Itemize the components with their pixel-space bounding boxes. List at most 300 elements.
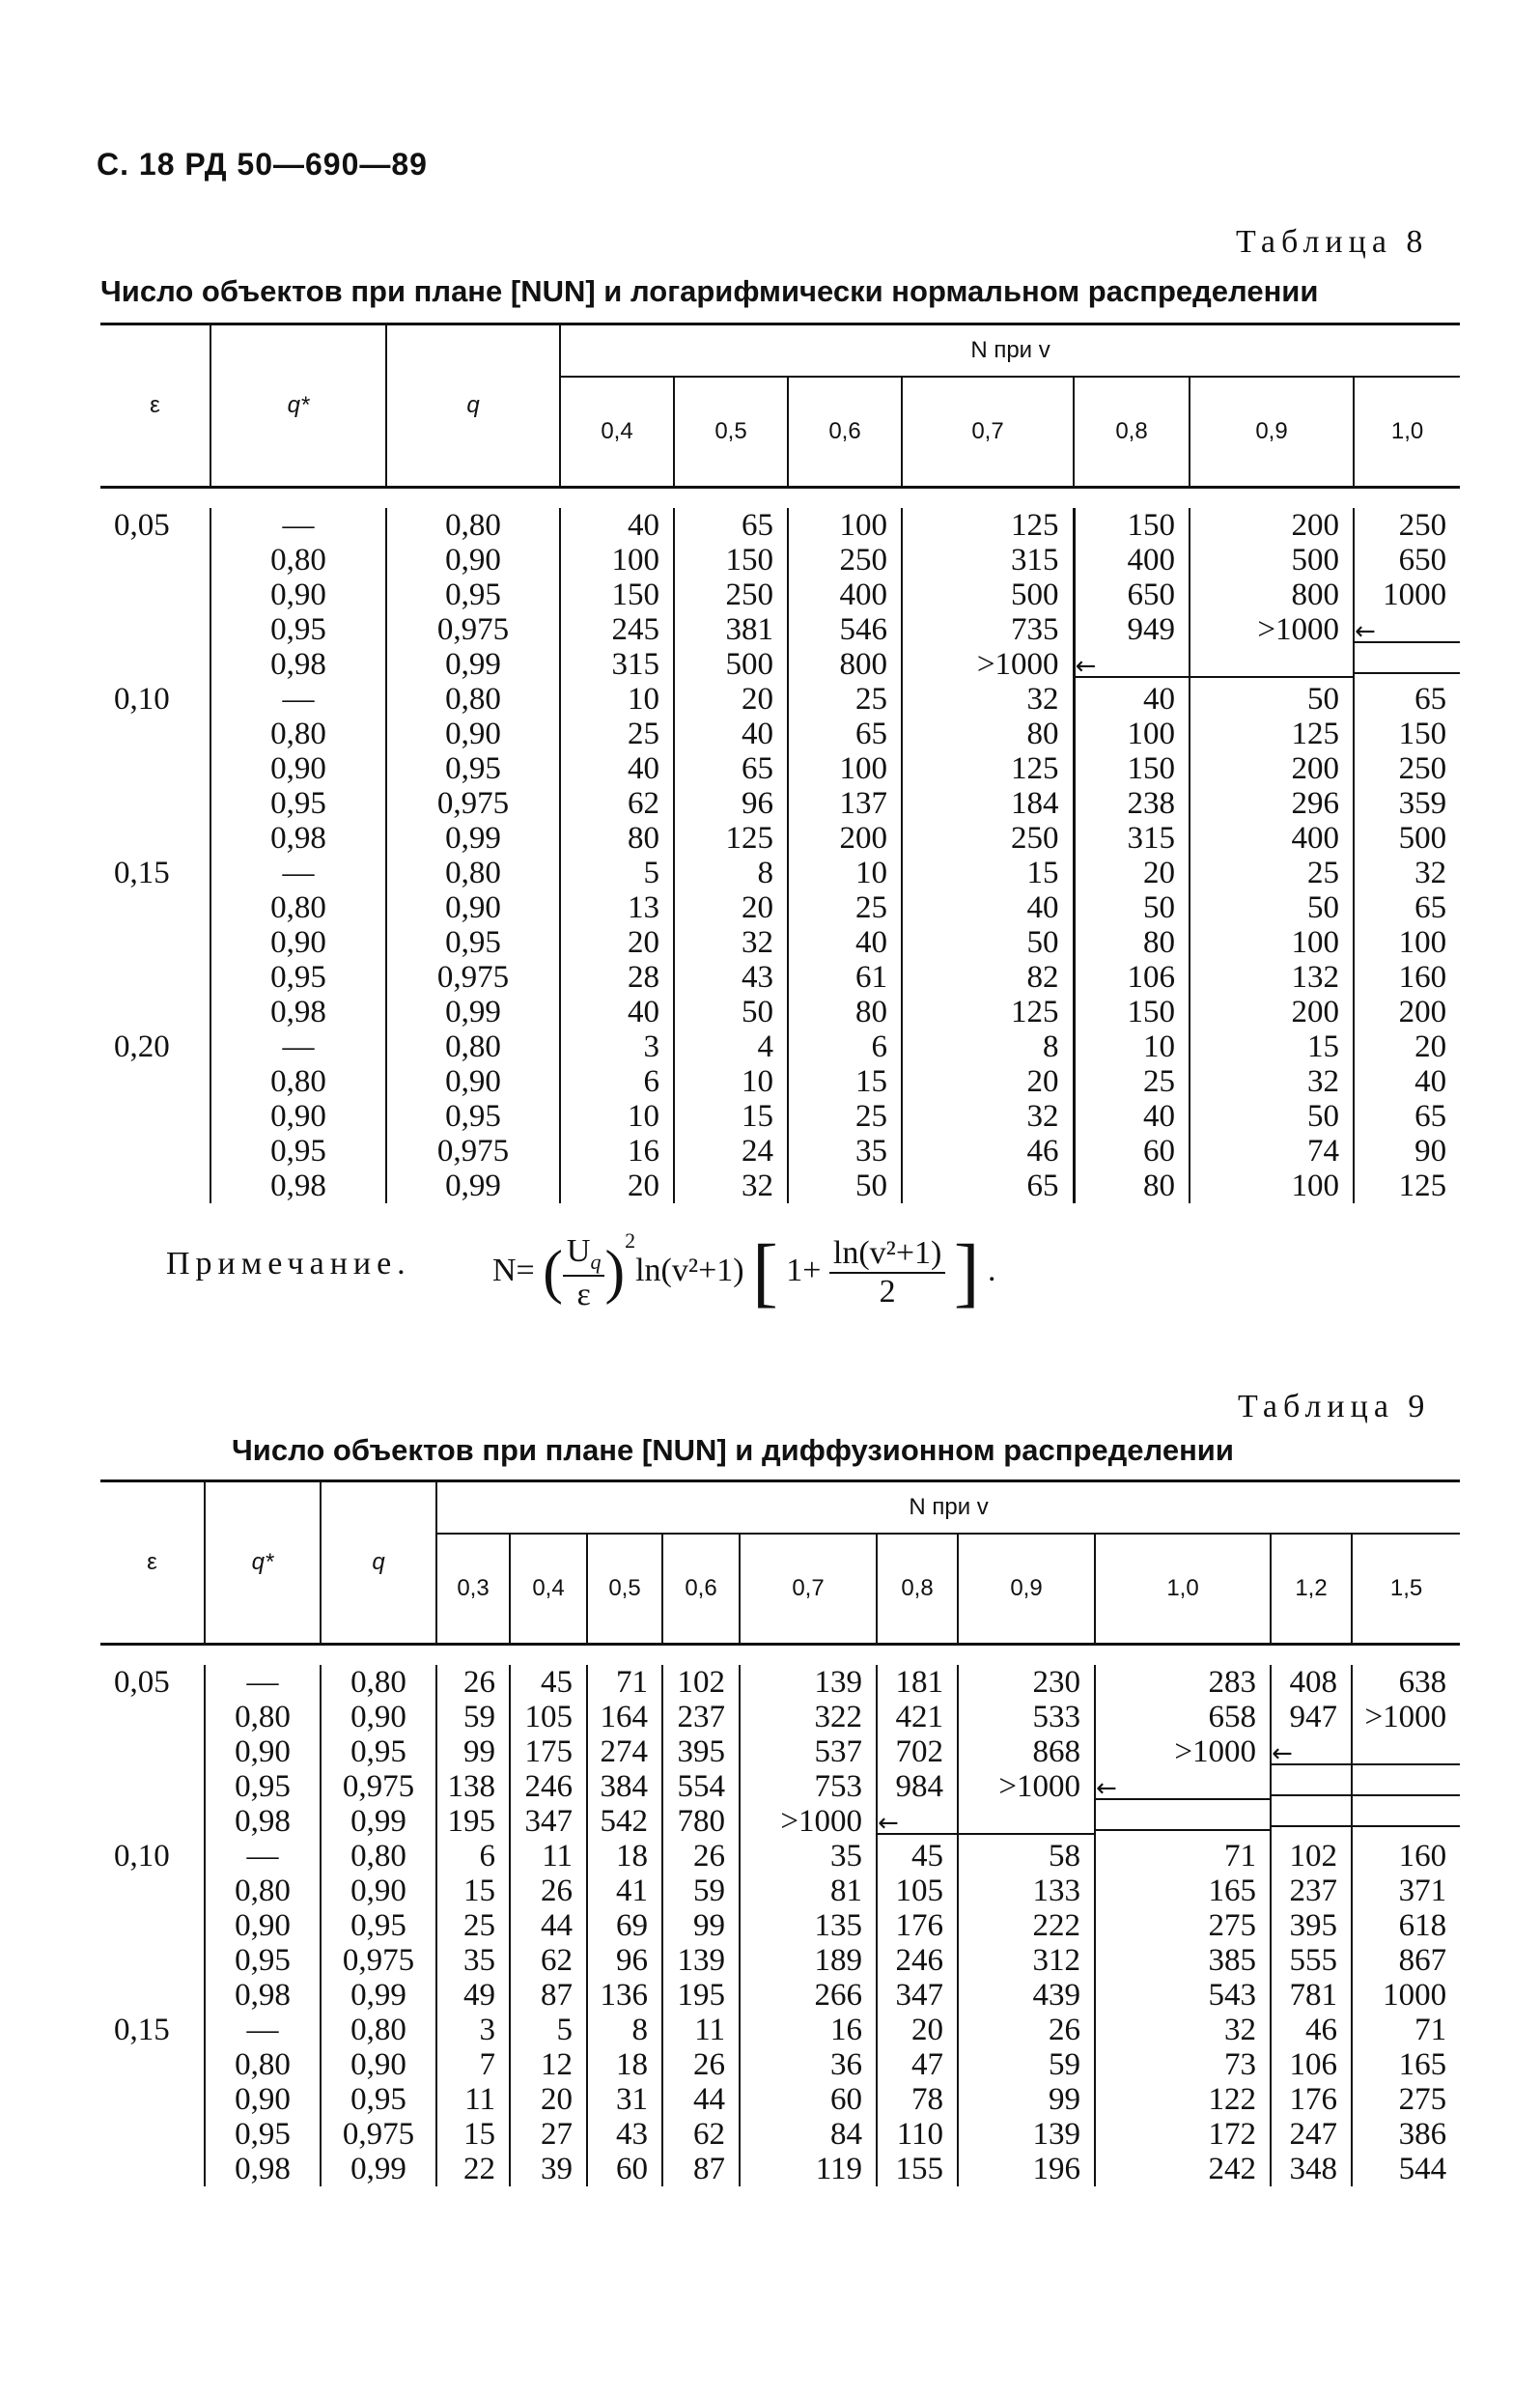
t8-eps-cell (100, 856, 210, 1029)
t8-value-cell (788, 682, 902, 856)
t9-value-cell (740, 2013, 877, 2186)
t9-value: 195 (677, 1978, 725, 2013)
t9-qstar-value: 0,90 (235, 2082, 291, 2117)
t9-value-cell (662, 1665, 740, 1839)
formula-end: . (988, 1253, 996, 1288)
t9-header-rule (100, 1645, 1460, 1666)
t9-value: >1000 (1364, 1700, 1447, 1734)
t9-value: 155 (895, 2152, 943, 2186)
t8-qstar-value: 0,80 (270, 1064, 326, 1099)
t9-value: 554 (677, 1769, 725, 1804)
t8-value: 90 (1414, 1134, 1447, 1169)
t9-qstar-value: — (246, 1665, 279, 1700)
t8-q-value: 0,90 (445, 1064, 501, 1099)
t9-value: 868 (1032, 1734, 1080, 1769)
t8-value: 50 (1307, 682, 1339, 717)
t9-value: 45 (911, 1839, 943, 1874)
table8-header-q: q (386, 325, 560, 488)
t8-value: 20 (742, 890, 773, 925)
t8-qstar-value: 0,95 (270, 960, 326, 995)
t9-value: 26 (693, 2047, 725, 2082)
t9-value: 60 (830, 2082, 862, 2117)
t8-value: 80 (628, 821, 659, 856)
t8-q-cell (386, 856, 560, 1029)
t9-value: 385 (1208, 1943, 1256, 1978)
t9-value (1272, 1734, 1351, 1768)
t8-value: 50 (855, 1169, 887, 1203)
t9-value: 87 (693, 2152, 725, 2186)
t9-value: 781 (1289, 1978, 1337, 2013)
t8-header-v: 0,5 (674, 377, 788, 488)
t8-value: 500 (1291, 543, 1339, 578)
t8-value: 65 (742, 508, 773, 543)
t9-header-v: 0,4 (510, 1534, 587, 1645)
t9-value: 537 (814, 1734, 862, 1769)
t8-value: 250 (1398, 751, 1447, 786)
t9-value: 237 (677, 1700, 725, 1734)
t9-value-cell (436, 2013, 510, 2186)
t9-value: 11 (694, 2013, 725, 2047)
t8-value: 200 (1398, 995, 1447, 1029)
t8-value: 40 (1026, 890, 1059, 925)
t8-value: 80 (1026, 717, 1059, 751)
t8-value: 800 (1291, 578, 1339, 612)
t8-value: 20 (1143, 856, 1175, 890)
t8-value-cell (560, 682, 674, 856)
t8-dash-rule (1355, 643, 1460, 674)
t8-value-cell (788, 508, 902, 682)
t8-block-row (100, 508, 1460, 682)
formula-frac1-num-sub: q (590, 1249, 602, 1274)
t8-qstar-value: 0,90 (270, 578, 326, 612)
t9-q-value: 0,80 (350, 1665, 406, 1700)
t8-eps-cell (100, 1029, 210, 1203)
t9-value: 133 (1032, 1874, 1080, 1908)
t9-value: 105 (895, 1874, 943, 1908)
t9-value: 384 (600, 1769, 648, 1804)
t9-value-cell (1271, 1839, 1352, 2013)
t8-value: 125 (1011, 751, 1059, 786)
t8-header-v: 0,9 (1190, 377, 1354, 488)
t9-value: 73 (1224, 2047, 1256, 2082)
t8-value: 74 (1307, 1134, 1339, 1169)
t8-q-cell (386, 508, 560, 682)
formula-frac2-den: 2 (879, 1274, 896, 1310)
t8-value: 16 (628, 1134, 659, 1169)
t8-value: 25 (855, 1099, 887, 1134)
t9-header-v: 0,9 (958, 1534, 1095, 1645)
t8-value: 80 (855, 995, 887, 1029)
t9-value: 780 (677, 1804, 725, 1839)
formula-frac1-num: U (566, 1232, 591, 1269)
t8-value: 200 (1291, 508, 1339, 543)
t8-value: 100 (839, 508, 887, 543)
t9-value: 544 (1398, 2152, 1447, 2186)
table9 (100, 1482, 1460, 2186)
t8-value: 40 (628, 995, 659, 1029)
t9-value-cell (587, 1839, 662, 2013)
t8-value-cell (1190, 856, 1354, 1029)
t9-header-v: 0,8 (877, 1534, 958, 1645)
t9-q-value: 0,975 (342, 2117, 415, 2152)
t8-value-cell (902, 682, 1074, 856)
t8-header-v: 0,8 (1074, 377, 1190, 488)
t8-qstar-value: 0,90 (270, 751, 326, 786)
t9-qstar-value: 0,98 (235, 2152, 291, 2186)
t8-qstar-value: 0,95 (270, 1134, 326, 1169)
t9-value: 247 (1289, 2117, 1337, 2152)
t9-qstar-value: 0,98 (235, 1804, 291, 1839)
t8-value: 40 (1143, 682, 1175, 717)
t8-value: 100 (611, 543, 659, 578)
t8-value: 65 (1414, 1099, 1447, 1134)
t8-value: 20 (628, 925, 659, 960)
left-arrow-icon: ← (878, 1809, 899, 1838)
t8-value: 250 (1011, 821, 1059, 856)
t9-header-v: 0,3 (436, 1534, 510, 1645)
t8-header-rule (100, 488, 1460, 509)
formula-lparen: ( (543, 1239, 563, 1306)
t9-value: 20 (541, 2082, 573, 2117)
t9-value: 753 (814, 1769, 862, 1804)
t9-value: 1000 (1383, 1978, 1447, 2013)
t9-value: 6 (479, 1839, 495, 1874)
t8-value: 40 (628, 508, 659, 543)
table9-title: Число объектов при плане [NUN] и диффузионном распределении (232, 1433, 1234, 1467)
t9-value: 36 (830, 2047, 862, 2082)
t8-value: 65 (742, 751, 773, 786)
t9-value: 11 (542, 1839, 573, 1874)
t9-value: 181 (895, 1665, 943, 1700)
t9-value: 542 (600, 1804, 648, 1839)
t9-value: 102 (1289, 1839, 1337, 1874)
t9-value: 533 (1032, 1700, 1080, 1734)
t9-value-cell (958, 1839, 1095, 2013)
t8-value-cell (560, 856, 674, 1029)
t8-value: 10 (1143, 1029, 1175, 1064)
t8-value: 315 (611, 647, 659, 682)
t8-value: 46 (1026, 1134, 1059, 1169)
t8-value-cell (902, 1029, 1074, 1203)
t8-eps-value: 0,05 (114, 508, 170, 543)
table8-title: Число объектов при плане [NUN] и логарифмически нормальном распределении (100, 274, 1319, 308)
t9-qstar-value: — (246, 1839, 279, 1874)
t8-value-cell (1190, 1029, 1354, 1203)
t9-value: 275 (1208, 1908, 1256, 1943)
t9-value: 122 (1208, 2082, 1256, 2117)
formula-term1: ln(v²+1) (635, 1253, 744, 1288)
t8-value: 296 (1291, 786, 1339, 821)
t9-dash-rule (1272, 1796, 1351, 1827)
t8-value: 10 (628, 682, 659, 717)
t9-value: 246 (524, 1769, 573, 1804)
note-formula (492, 1228, 996, 1317)
t9-value: 96 (616, 1943, 648, 1978)
t9-value: 59 (693, 1874, 725, 1908)
note-label (166, 1246, 411, 1282)
t8-value: 40 (1143, 1099, 1175, 1134)
t8-value: 65 (1026, 1169, 1059, 1203)
t8-q-value: 0,99 (445, 647, 501, 682)
t9-value-cell (958, 1665, 1095, 1839)
t9-q-value: 0,95 (350, 1908, 406, 1943)
t8-q-value: 0,975 (436, 1134, 510, 1169)
t8-qstar-cell (210, 682, 386, 856)
t8-value: 315 (1011, 543, 1059, 578)
t8-header-v: 1,0 (1354, 377, 1460, 488)
t8-value: 4 (757, 1029, 773, 1064)
t9-header-rule-cell (100, 1645, 1460, 1666)
t9-qstar-value: 0,98 (235, 1978, 291, 2013)
t8-value: 13 (628, 890, 659, 925)
formula-frac1-den: ε (576, 1276, 591, 1312)
t9-value-cell (1352, 2013, 1460, 2186)
t9-q-value: 0,90 (350, 2047, 406, 2082)
t9-q-value: 0,80 (350, 2013, 406, 2047)
t9-value: 35 (463, 1943, 495, 1978)
t9-value: 87 (541, 1978, 573, 2013)
t8-value: 200 (1291, 751, 1339, 786)
t9-header-v: 1,5 (1352, 1534, 1460, 1645)
page-header: С. 18 РД 50—690—89 (97, 147, 428, 182)
t9-value-cell (877, 2013, 958, 2186)
t9-value: 106 (1289, 2047, 1337, 2082)
t9-value: 71 (1414, 2013, 1447, 2047)
t9-value: 176 (1289, 2082, 1337, 2117)
t8-value: 150 (1127, 751, 1175, 786)
t8-value: >1000 (976, 647, 1059, 682)
t8-value: 40 (1414, 1064, 1447, 1099)
t9-qstar-value: 0,95 (235, 1943, 291, 1978)
t9-value: 26 (541, 1874, 573, 1908)
t9-value: 78 (911, 2082, 943, 2117)
t9-value: 71 (616, 1665, 648, 1700)
t8-value: 65 (1414, 682, 1447, 717)
t8-value: 200 (1291, 995, 1339, 1029)
t9-dash-rule (959, 1804, 1094, 1835)
t9-value: 62 (541, 1943, 573, 1978)
t8-value: 949 (1127, 612, 1175, 647)
t8-q-value: 0,975 (436, 612, 510, 647)
t8-qstar-cell (210, 508, 386, 682)
t9-value-cell (510, 1839, 587, 2013)
t8-value: 24 (742, 1134, 773, 1169)
t9-value: 45 (541, 1665, 573, 1700)
t8-value: 32 (1026, 1099, 1059, 1134)
t9-value: 347 (895, 1978, 943, 2013)
t8-eps-value: 0,20 (114, 1029, 170, 1064)
table9-header-eps: ε (147, 1549, 157, 1575)
formula-one-plus: 1+ (786, 1253, 822, 1288)
t9-value: 175 (524, 1734, 573, 1769)
formula-frac2-num: ln(v²+1) (829, 1235, 945, 1274)
t9-value: 347 (524, 1804, 573, 1839)
t9-eps-value: 0,15 (114, 2013, 170, 2047)
t9-q-value: 0,975 (342, 1943, 415, 1978)
t9-value: 35 (830, 1839, 862, 1874)
t8-value: 82 (1026, 960, 1059, 995)
t9-value: 12 (541, 2047, 573, 2082)
formula-frac2 (829, 1235, 945, 1310)
t8-block-row (100, 856, 1460, 1029)
t8-value-cell (1074, 856, 1190, 1029)
t8-value: 3 (643, 1029, 659, 1064)
t9-value: 439 (1032, 1978, 1080, 2013)
t9-value: 59 (1049, 2047, 1080, 2082)
t8-q-value: 0,90 (445, 890, 501, 925)
t8-value: 25 (1143, 1064, 1175, 1099)
t9-q-value: 0,975 (342, 1769, 415, 1804)
t9-q-value: 0,90 (350, 1700, 406, 1734)
t8-value: 150 (1398, 717, 1447, 751)
t9-value: 43 (616, 2117, 648, 2152)
t8-dash-rule (1190, 647, 1353, 678)
t8-value: 500 (725, 647, 773, 682)
t9-value-cell (740, 1839, 877, 2013)
t9-value: 395 (677, 1734, 725, 1769)
t8-header-v: 0,6 (788, 377, 902, 488)
t8-qstar-value: 0,80 (270, 717, 326, 751)
t8-value: 546 (839, 612, 887, 647)
t8-value: 20 (628, 1169, 659, 1203)
t8-value-cell (560, 1029, 674, 1203)
t9-value: 7 (479, 2047, 495, 2082)
t9-value-cell (877, 1665, 958, 1839)
t8-q-value: 0,99 (445, 821, 501, 856)
t9-value: 105 (524, 1700, 573, 1734)
t8-qstar-value: — (282, 682, 315, 717)
t8-qstar-cell (210, 856, 386, 1029)
t8-header-rule-cell (100, 488, 1460, 509)
t8-value-cell (1074, 682, 1190, 856)
t8-value (1075, 647, 1190, 681)
t9-value-cell (587, 1665, 662, 1839)
t9-value: 58 (1049, 1839, 1080, 1874)
t9-value: 18 (616, 2047, 648, 2082)
t8-block-row (100, 682, 1460, 856)
t9-value: 136 (600, 1978, 648, 2013)
t9-value: 312 (1032, 1943, 1080, 1978)
t9-value: 421 (895, 1700, 943, 1734)
t9-value: 110 (896, 2117, 943, 2152)
t8-q-value: 0,90 (445, 717, 501, 751)
t8-value: 650 (1127, 578, 1175, 612)
t8-value: 15 (855, 1064, 887, 1099)
t8-qstar-value: 0,98 (270, 995, 326, 1029)
t8-qstar-value: 0,98 (270, 1169, 326, 1203)
t9-value: 102 (677, 1665, 725, 1700)
t9-eps-cell (100, 2013, 205, 2186)
t8-value: 245 (611, 612, 659, 647)
t9-header-v: 1,2 (1271, 1534, 1352, 1645)
t8-header-v: 0,7 (902, 377, 1074, 488)
t9-value-cell (662, 2013, 740, 2186)
t9-value: 638 (1398, 1665, 1447, 1700)
t9-value-cell (587, 2013, 662, 2186)
t8-q-value: 0,80 (445, 856, 501, 890)
t8-value: 40 (855, 925, 887, 960)
t9-value: 44 (541, 1908, 573, 1943)
t9-value: 195 (447, 1804, 495, 1839)
t9-dash-rule (1353, 1796, 1460, 1827)
t8-value: 43 (742, 960, 773, 995)
t8-value: 735 (1011, 612, 1059, 647)
t8-value-cell (1354, 856, 1460, 1029)
t9-value: 27 (541, 2117, 573, 2152)
t8-value: 125 (725, 821, 773, 856)
table8-header-eps: ε (150, 392, 160, 418)
t8-value: 106 (1127, 960, 1175, 995)
t8-block-row (100, 1029, 1460, 1203)
t8-qstar-value: — (282, 508, 315, 543)
t9-value: 26 (463, 1665, 495, 1700)
t8-q-value: 0,80 (445, 1029, 501, 1064)
t9-value (1096, 1769, 1270, 1803)
table9-header-group: N при v (436, 1482, 1460, 1534)
t8-q-value: 0,80 (445, 508, 501, 543)
t8-value: 25 (628, 717, 659, 751)
t8-value: 25 (855, 682, 887, 717)
t8-value: 6 (643, 1064, 659, 1099)
formula-lhs: N= (492, 1253, 535, 1288)
t8-qstar-value: 0,90 (270, 1099, 326, 1134)
t8-q-value: 0,95 (445, 1099, 501, 1134)
t9-value: 371 (1398, 1874, 1447, 1908)
t9-header-v: 0,6 (662, 1534, 740, 1645)
t8-value: 25 (855, 890, 887, 925)
t9-value: 60 (616, 2152, 648, 2186)
t8-value: 800 (839, 647, 887, 682)
t9-value: 246 (895, 1943, 943, 1978)
t9-value: 395 (1289, 1908, 1337, 1943)
t8-value: 65 (1414, 890, 1447, 925)
t8-value: 150 (725, 543, 773, 578)
t9-q-value: 0,99 (350, 2152, 406, 2186)
t8-value: 400 (1127, 543, 1175, 578)
table8 (100, 325, 1460, 1203)
t8-value-cell (560, 508, 674, 682)
t8-value: 100 (1291, 925, 1339, 960)
t9-value-cell (1095, 2013, 1271, 2186)
t8-value: 200 (839, 821, 887, 856)
t9-value: 119 (815, 2152, 862, 2186)
t8-value: 125 (1291, 717, 1339, 751)
t8-value: >1000 (1257, 612, 1339, 647)
t9-q-value: 0,80 (350, 1839, 406, 1874)
t9-value-cell (662, 1839, 740, 2013)
t8-value: 125 (1011, 995, 1059, 1029)
t9-block-row (100, 1665, 1460, 1839)
t9-value: 702 (895, 1734, 943, 1769)
t8-value: 50 (1307, 1099, 1339, 1134)
t9-q-value: 0,95 (350, 1734, 406, 1769)
t9-eps-value: 0,05 (114, 1665, 170, 1700)
formula-rbracket: ] (953, 1229, 980, 1315)
t8-value: 20 (1414, 1029, 1447, 1064)
formula-frac1 (563, 1233, 605, 1313)
t9-eps-cell (100, 1839, 205, 2013)
t9-value-cell (1271, 2013, 1352, 2186)
t9-value: 20 (911, 2013, 943, 2047)
t8-value-cell (1190, 682, 1354, 856)
t9-value: 39 (541, 2152, 573, 2186)
t8-value: 400 (1291, 821, 1339, 856)
t9-value: 386 (1398, 2117, 1447, 2152)
t8-value-cell (674, 682, 788, 856)
t9-value: 59 (463, 1700, 495, 1734)
t9-value: 242 (1208, 2152, 1256, 2186)
t8-value: 15 (1026, 856, 1059, 890)
